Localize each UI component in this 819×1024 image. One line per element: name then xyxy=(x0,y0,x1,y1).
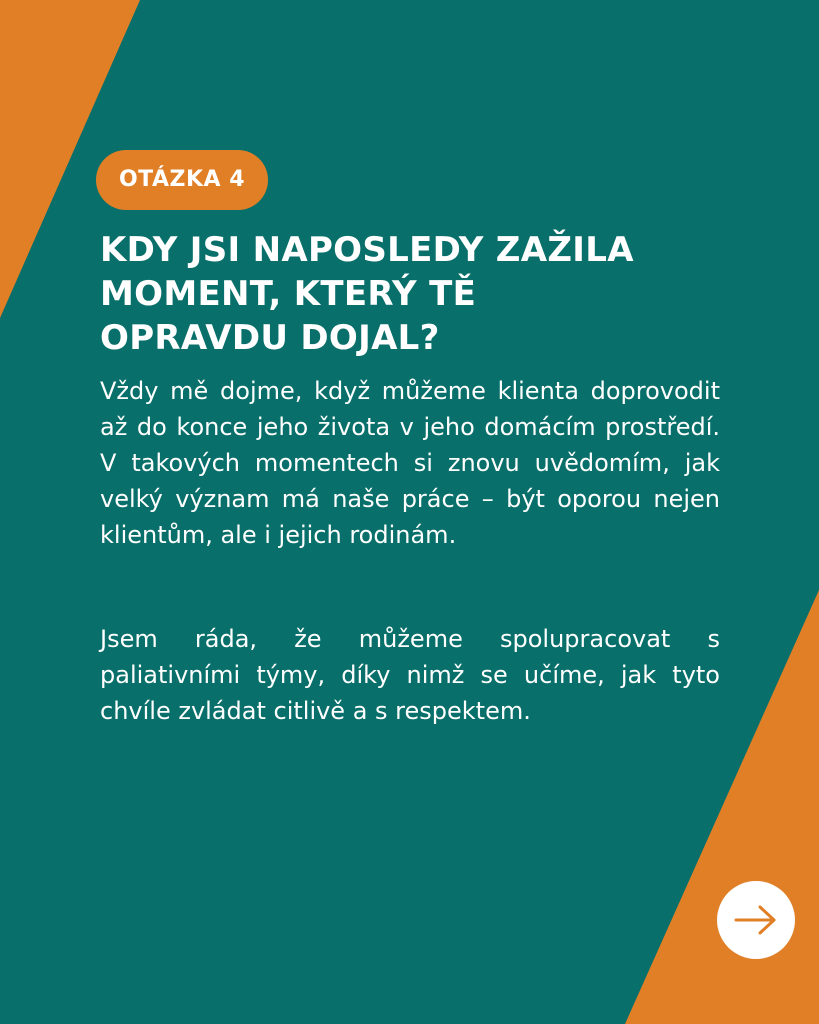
question-number-badge: OTÁZKA 4 xyxy=(96,150,268,210)
question-title-line: OPRAVDU DOJAL? xyxy=(100,318,440,358)
question-title-line: KDY JSI NAPOSLEDY ZAŽILA xyxy=(100,230,634,270)
answer-paragraph: Vždy mě dojme, když můžeme klienta doprovodit až do konce jeho života v jeho domácím prostředí. V takových momentech si znovu uvědomím, jak velký význam má naše práce – být oporou nejen klientům, ale i jejich rodinám. xyxy=(100,377,720,549)
answer-paragraph: Jsem ráda, že můžeme spolupracovat s paliativními týmy, díky nimž se učíme, jak tyto chvíle zvládat citlivě a s respektem. xyxy=(100,625,720,725)
question-title xyxy=(100,228,740,360)
arrow-right-icon xyxy=(734,905,778,935)
next-slide-button[interactable] xyxy=(717,881,795,959)
question-title-line: MOMENT, KTERÝ TĚ xyxy=(100,274,477,314)
